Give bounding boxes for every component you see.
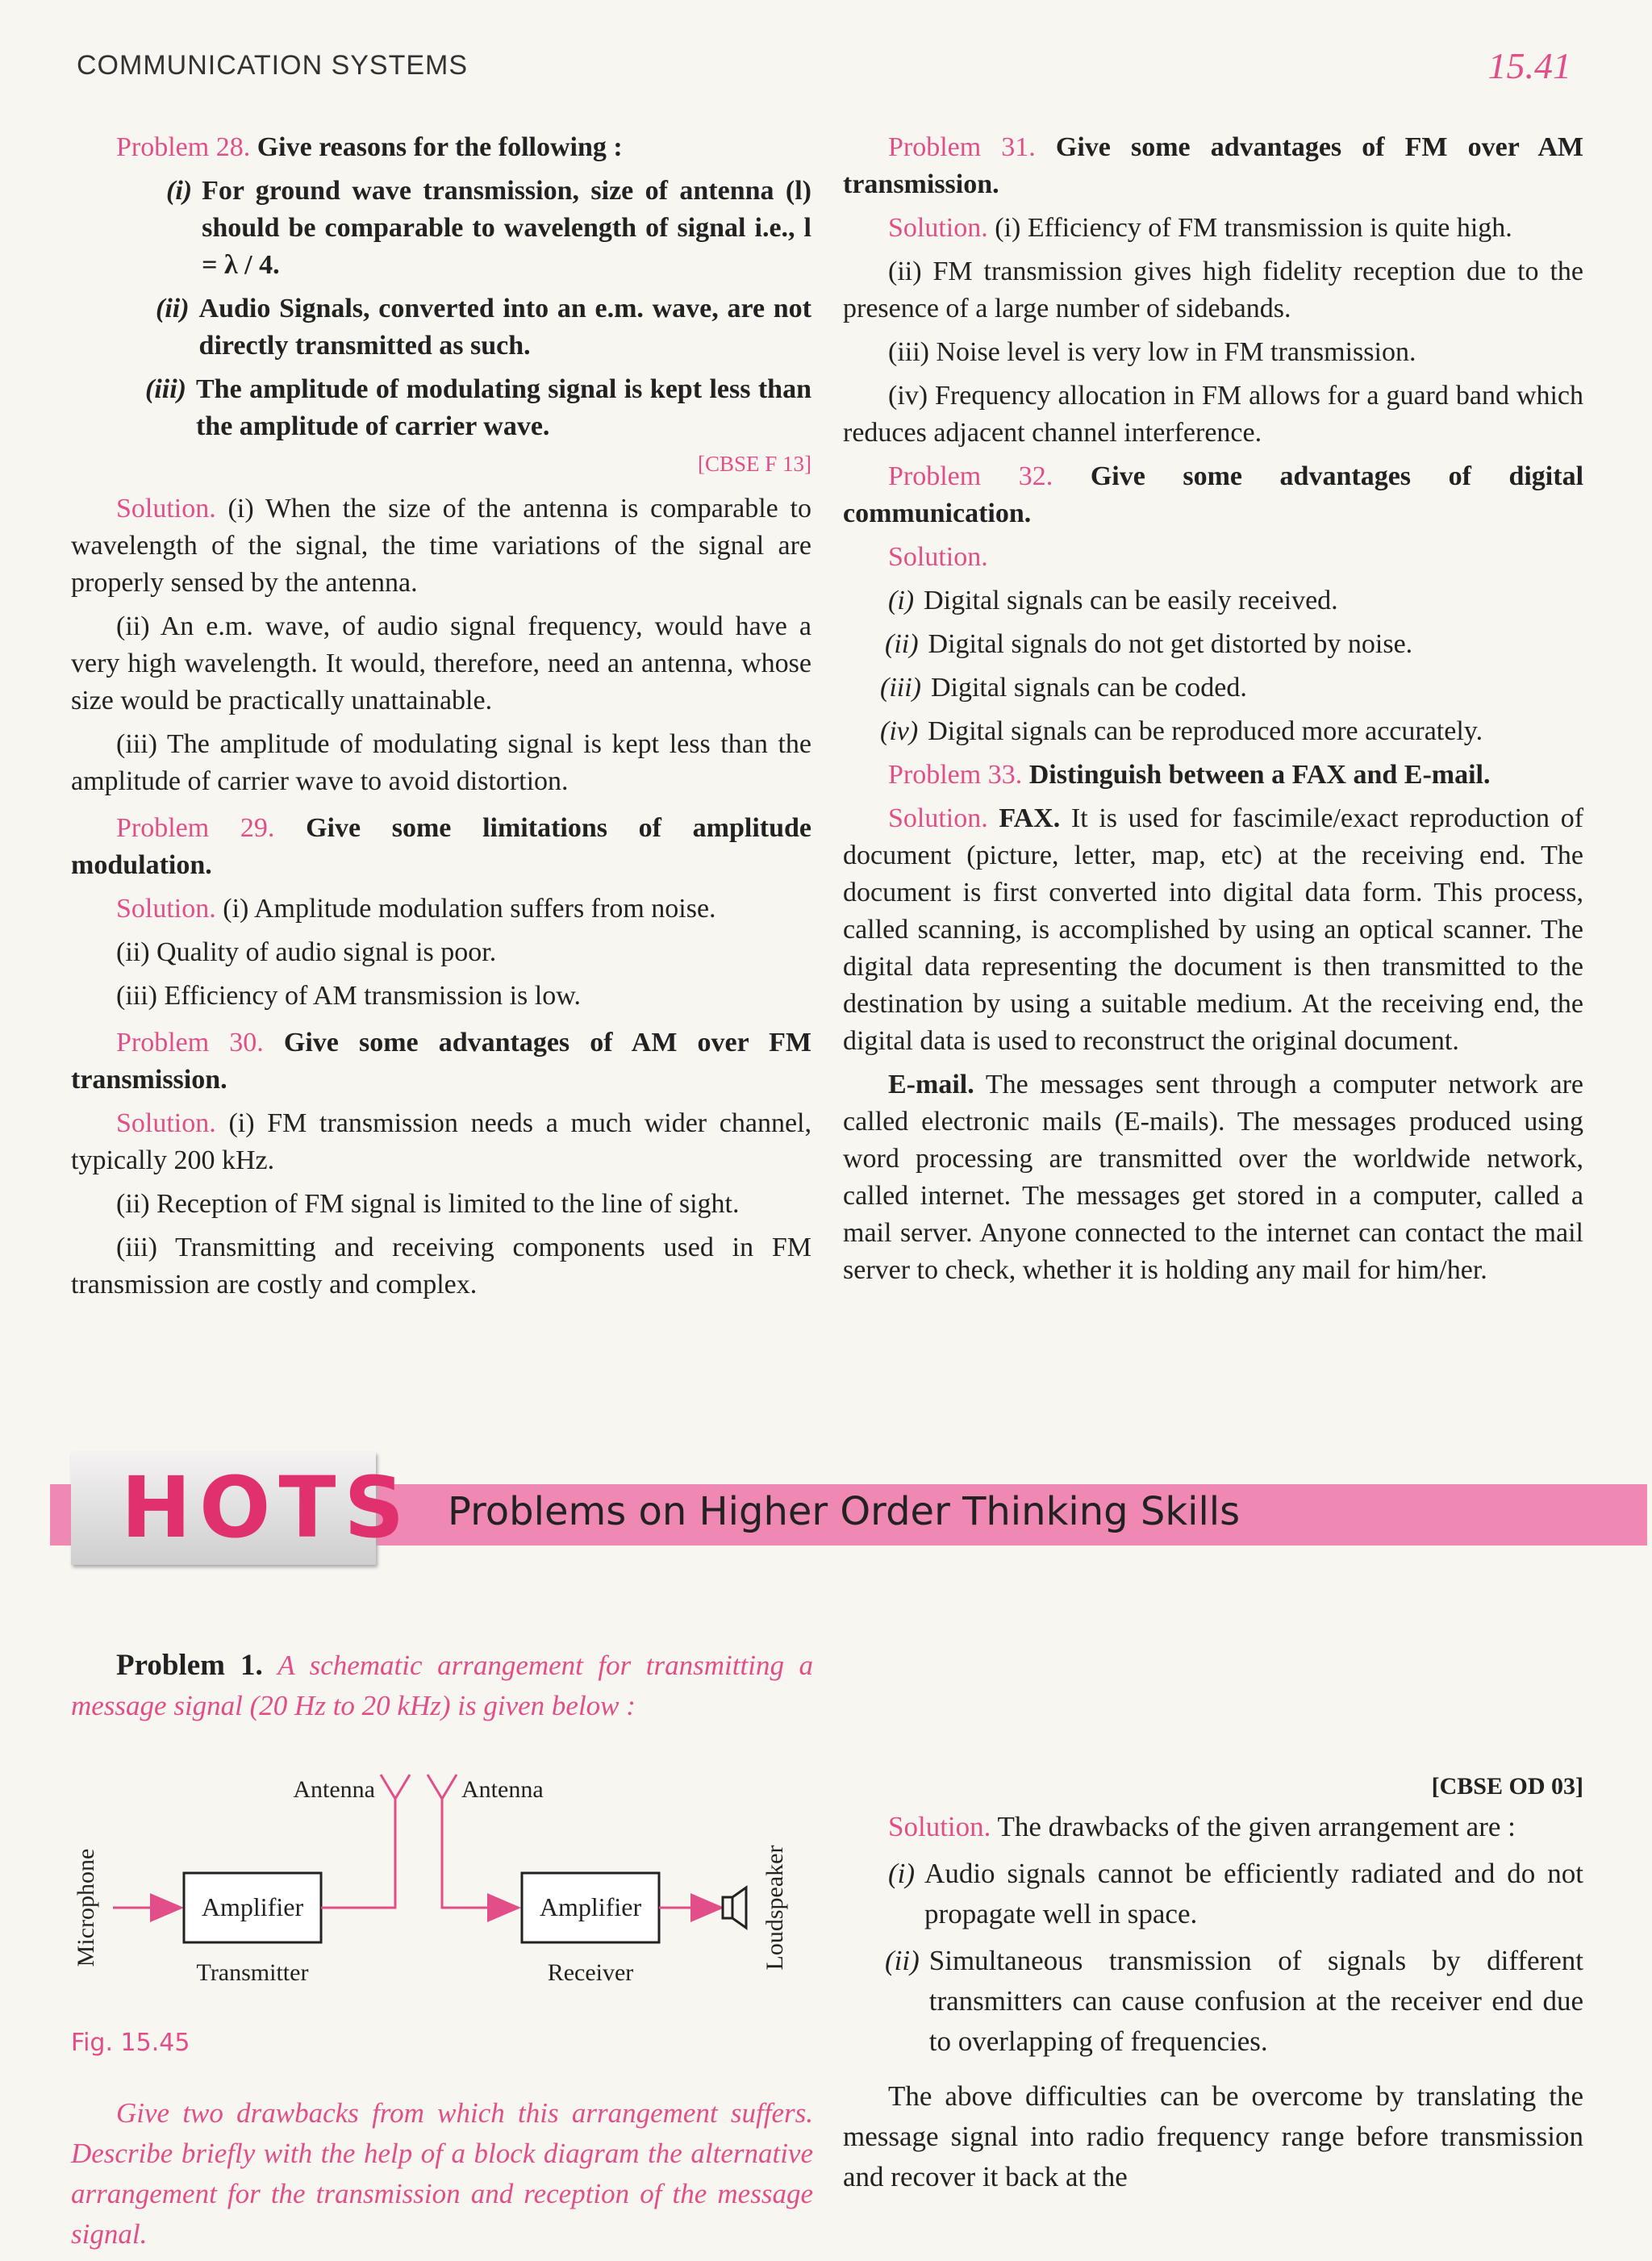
tx-feed-line (321, 1799, 395, 1908)
antenna-label-2: Antenna (461, 1776, 544, 1803)
amplifier-label-1: Amplifier (201, 1892, 304, 1921)
antenna-icon (381, 1775, 410, 1799)
email-paragraph: E-mail. The messages sent through a computer network are called electronic mails (E-mails). The messages produced using word processing are transmitted over the worldwide network, called internet. The messages get stored in a computer, called a mail server. Anyone connected to the internet can contact the mail server to check, whether it is holding any mail for him/her. (843, 1070, 1584, 1285)
problem-30-heading: Problem 30. Give some advantages of AM over FM transmission. (71, 1028, 812, 1095)
solution-paragraph: Solution. (i) FM transmission needs a much wider channel, typically 200 kHz. (71, 1108, 812, 1175)
solution-paragraph: Solution. (i) Amplitude modulation suffers from noise. (116, 894, 716, 924)
solution-paragraph: (iii) Noise level is very low in FM transmission. (888, 337, 1416, 367)
receiver-label: Receiver (547, 1959, 634, 1986)
solution-line: (ii) Quality of audio signal is poor. (116, 937, 497, 967)
solution-paragraph: (ii) Reception of FM signal is limited to the line of sight. (116, 1189, 740, 1219)
problem-28-item: (i) For ground wave transmission, size of antenna (l) should be comparable to wavelength of signal i.e., l = λ / 4. (166, 176, 811, 280)
running-title: COMMUNICATION SYSTEMS (77, 50, 469, 81)
right-column (843, 129, 1583, 1295)
loudspeaker-icon (723, 1888, 746, 1928)
hots-solution-column (843, 1773, 1583, 2204)
left-column (71, 129, 811, 1310)
loudspeaker-label: Loudspeaker (761, 1845, 788, 1971)
hots-problem-label: Problem 1. (116, 1649, 263, 1682)
solution-paragraph: (ii) An e.m. wave, of audio signal frequency, would have a very high wavelength. It would, therefore, need an antenna, whose size would be practically unattainable. (71, 611, 811, 715)
page-number: 15.41 (1487, 45, 1571, 86)
solution-paragraph: Solution. (i) When the size of the antenna is comparable to wavelength of the signal, the time variations of the signal are properly sensed by the antenna. (71, 494, 811, 598)
list-item: (i) Digital signals can be easily received. (888, 586, 1338, 615)
solution-line: (iii) Efficiency of AM transmission is low. (116, 981, 582, 1011)
hots-question-text: Give two drawbacks from which this arrangement suffers. Describe briefly with the help of a block diagram the alternative arrangement for the transmission and reception of the message signal. (71, 2097, 813, 2250)
drawback-item: (i) Audio signals cannot be efficiently radiated and do not propagate well in space. (888, 1858, 1583, 1929)
solution-paragraph: (ii) FM transmission gives high fidelity reception due to the presence of a large number of sidebands. (843, 257, 1583, 323)
hots-problem-text: A schematic arrangement for transmitting a message signal (20 Hz to 20 kHz) is given below : (71, 1650, 813, 1721)
transmitter-label: Transmitter (196, 1959, 309, 1986)
solution-paragraph: (iv) Frequency allocation in FM allows for a guard band which reduces adjacent channel interference. (843, 381, 1583, 448)
antenna-icon (428, 1775, 457, 1799)
list-item: (iv) Digital signals can be reproduced more accurately. (880, 716, 1483, 746)
hots-solution-intro: Solution. The drawbacks of the given arrangement are : (888, 1811, 1516, 1842)
solution-paragraph: Solution. (i) Efficiency of FM transmission is quite high. (888, 213, 1512, 243)
problem-29-heading: Problem 29. Give some limitations of amplitude modulation. (71, 813, 812, 880)
cbse-reference: [CBSE F 13] (697, 452, 811, 476)
solution-label: Solution. (888, 542, 988, 572)
list-item: (ii) Digital signals do not get distorted by noise. (885, 629, 1413, 659)
problem-31-heading: Problem 31. Give some advantages of FM over AM transmission. (843, 132, 1584, 199)
hots-closing: The above difficulties can be overcome by translating the message signal into radio frequency range before transmission and recover it back at the (843, 2080, 1583, 2192)
block-diagram (65, 1750, 823, 2009)
solution-paragraph: (iii) The amplitude of modulating signal is kept less than the amplitude of carrier wave to avoid distortion. (71, 729, 811, 796)
figure-caption: Fig. 15.45 (71, 2029, 190, 2057)
solution-paragraph: (iii) Transmitting and receiving components used in FM transmission are costly and complex. (71, 1233, 811, 1299)
problem-33-heading: Problem 33. Distinguish between a FAX and E-mail. (888, 760, 1491, 790)
rx-feed-line (442, 1799, 516, 1908)
amplifier-label-2: Amplifier (539, 1892, 642, 1921)
hots-badge: HOTS (121, 1458, 413, 1557)
list-item: (iii) Digital signals can be coded. (880, 673, 1247, 703)
block-diagram-figure (65, 1750, 823, 2009)
drawback-item: (ii) Simultaneous transmission of signals by different transmitters can cause confusion at the receiver end due to overlapping of frequencies. (885, 1945, 1583, 2057)
microphone-label: Microphone (73, 1848, 99, 1967)
cbse-reference: [CBSE OD 03] (1431, 1773, 1583, 1800)
hots-question (71, 2093, 813, 2261)
fax-paragraph: Solution. FAX. It is used for fascimile/exact reproduction of document (picture, letter, map, etc) at the receiving end. The document is first converted into digital data form. This process, called scanning, is accomplished by using an optical scanner. The digital data representing the document is then transmitted to the destination by using a suitable medium. At the receiving end, the digital data is used to reconstruct the original document. (843, 803, 1584, 1056)
problem-28-item: (iii) The amplitude of modulating signal is kept less than the amplitude of carrier wave. (145, 374, 811, 441)
problem-32-heading: Problem 32. Give some advantages of digital communication. (843, 461, 1584, 528)
problem-28-heading: Problem 28. Give reasons for the following : (116, 132, 623, 162)
hots-problem-statement (71, 1646, 813, 1733)
hots-title: Problems on Higher Order Thinking Skills (448, 1489, 1241, 1534)
problem-28-item: (ii) Audio Signals, converted into an e.m. wave, are not directly transmitted as such. (156, 294, 811, 361)
antenna-label-1: Antenna (293, 1776, 375, 1803)
